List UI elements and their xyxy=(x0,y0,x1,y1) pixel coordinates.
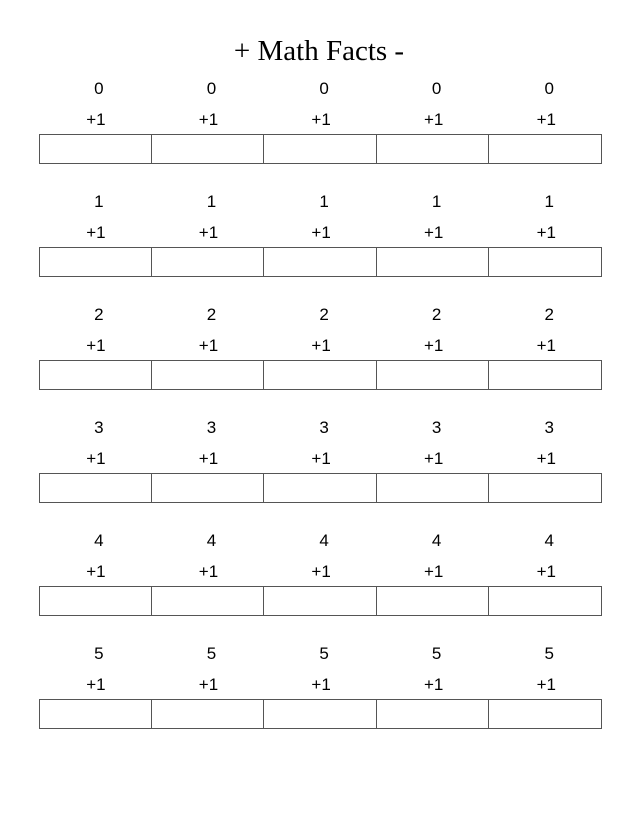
problem-row xyxy=(39,75,602,185)
top-number: 2 xyxy=(431,305,442,324)
problem-cell xyxy=(377,527,490,607)
addend: +1 xyxy=(311,110,331,129)
problem-cell xyxy=(39,301,152,381)
top-number: 5 xyxy=(319,644,329,663)
answer-box[interactable] xyxy=(39,699,152,729)
addend: +1 xyxy=(536,223,556,242)
problem-cell xyxy=(489,188,602,268)
top-number: 1 xyxy=(319,192,329,211)
answer-box[interactable] xyxy=(489,360,602,390)
top-number: 3 xyxy=(544,418,554,437)
answer-box[interactable] xyxy=(264,247,377,277)
problem-cell xyxy=(264,414,377,494)
answer-box[interactable] xyxy=(39,360,152,390)
problem-cell xyxy=(377,75,490,155)
top-number: 2 xyxy=(94,305,104,324)
problem-cell xyxy=(489,527,602,607)
answer-box[interactable] xyxy=(152,247,265,277)
top-number: 5 xyxy=(544,644,554,663)
answer-box[interactable] xyxy=(39,247,152,277)
problem-cell xyxy=(39,640,152,720)
problem-cell xyxy=(152,301,265,381)
top-number: 3 xyxy=(431,418,442,437)
top-number: 1 xyxy=(431,192,442,211)
top-number: 0 xyxy=(206,79,217,98)
problem-cell xyxy=(264,301,377,381)
top-number: 4 xyxy=(319,531,329,550)
problem-cell xyxy=(489,640,602,720)
addend: +1 xyxy=(424,223,444,242)
answer-box[interactable] xyxy=(39,586,152,616)
problem-cell xyxy=(264,640,377,720)
answer-box[interactable] xyxy=(264,473,377,503)
top-number: 3 xyxy=(319,418,329,437)
addend: +1 xyxy=(86,562,106,581)
answer-box[interactable] xyxy=(489,473,602,503)
top-number: 5 xyxy=(431,644,442,663)
answer-box[interactable] xyxy=(264,699,377,729)
answer-box[interactable] xyxy=(152,360,265,390)
problem-cell xyxy=(377,301,490,381)
addend: +1 xyxy=(424,336,444,355)
addend: +1 xyxy=(86,223,106,242)
answer-box[interactable] xyxy=(377,473,490,503)
top-number: 5 xyxy=(206,644,217,663)
page-title: + Math Facts - xyxy=(233,35,405,67)
problem-cell xyxy=(264,75,377,155)
problem-cell xyxy=(152,188,265,268)
answer-box[interactable] xyxy=(264,586,377,616)
addend: +1 xyxy=(311,449,331,468)
answer-box[interactable] xyxy=(264,134,377,164)
problem-cell xyxy=(39,75,152,155)
addend: +1 xyxy=(198,675,219,694)
top-number: 1 xyxy=(544,192,554,211)
addend: +1 xyxy=(424,562,444,581)
answer-box[interactable] xyxy=(489,134,602,164)
answer-box[interactable] xyxy=(152,134,265,164)
problem-row xyxy=(39,301,602,411)
problem-row xyxy=(39,414,602,524)
addend: +1 xyxy=(86,336,106,355)
addend: +1 xyxy=(86,675,106,694)
top-number: 0 xyxy=(544,79,554,98)
addend: +1 xyxy=(424,110,444,129)
answer-box[interactable] xyxy=(152,699,265,729)
answer-box[interactable] xyxy=(489,586,602,616)
problem-cell xyxy=(152,527,265,607)
addend: +1 xyxy=(86,449,106,468)
addend: +1 xyxy=(198,449,219,468)
addend: +1 xyxy=(536,336,556,355)
problem-cell xyxy=(264,527,377,607)
problem-row xyxy=(39,527,602,637)
addend: +1 xyxy=(86,110,106,129)
top-number: 5 xyxy=(94,644,104,663)
addend: +1 xyxy=(198,562,219,581)
addend: +1 xyxy=(198,223,219,242)
answer-box[interactable] xyxy=(152,473,265,503)
answer-box[interactable] xyxy=(377,586,490,616)
top-number: 1 xyxy=(206,192,217,211)
answer-box[interactable] xyxy=(377,247,490,277)
problem-cell xyxy=(264,188,377,268)
problem-row xyxy=(39,640,602,750)
addend: +1 xyxy=(536,449,556,468)
problem-cell xyxy=(377,414,490,494)
addend: +1 xyxy=(311,675,331,694)
top-number: 2 xyxy=(544,305,554,324)
addend: +1 xyxy=(536,675,556,694)
answer-box[interactable] xyxy=(489,699,602,729)
answer-box[interactable] xyxy=(377,360,490,390)
addend: +1 xyxy=(311,223,331,242)
problem-cell xyxy=(377,188,490,268)
problem-cell xyxy=(152,414,265,494)
addend: +1 xyxy=(424,449,444,468)
answer-box[interactable] xyxy=(377,134,490,164)
top-number: 4 xyxy=(431,531,442,550)
top-number: 2 xyxy=(319,305,329,324)
top-number: 4 xyxy=(206,531,217,550)
answer-box[interactable] xyxy=(39,473,152,503)
answer-box[interactable] xyxy=(39,134,152,164)
top-number: 0 xyxy=(319,79,329,98)
problem-cell xyxy=(39,527,152,607)
answer-box[interactable] xyxy=(264,360,377,390)
top-number: 4 xyxy=(544,531,554,550)
top-number: 0 xyxy=(431,79,442,98)
problem-cell xyxy=(39,414,152,494)
addend: +1 xyxy=(198,110,219,129)
addend: +1 xyxy=(536,562,556,581)
addend: +1 xyxy=(198,336,219,355)
problem-cell xyxy=(152,640,265,720)
problem-cell xyxy=(489,301,602,381)
addend: +1 xyxy=(311,336,331,355)
answer-box[interactable] xyxy=(489,247,602,277)
problem-cell xyxy=(152,75,265,155)
addend: +1 xyxy=(536,110,556,129)
addend: +1 xyxy=(311,562,331,581)
problem-row xyxy=(39,188,602,298)
problem-cell xyxy=(489,75,602,155)
top-number: 1 xyxy=(94,192,104,211)
top-number: 0 xyxy=(94,79,104,98)
problem-cell xyxy=(377,640,490,720)
answer-box[interactable] xyxy=(377,699,490,729)
top-number: 3 xyxy=(206,418,217,437)
problem-cell xyxy=(489,414,602,494)
top-number: 3 xyxy=(94,418,104,437)
top-number: 2 xyxy=(206,305,217,324)
problem-cell xyxy=(39,188,152,268)
addend: +1 xyxy=(424,675,444,694)
top-number: 4 xyxy=(94,531,104,550)
answer-box[interactable] xyxy=(152,586,265,616)
